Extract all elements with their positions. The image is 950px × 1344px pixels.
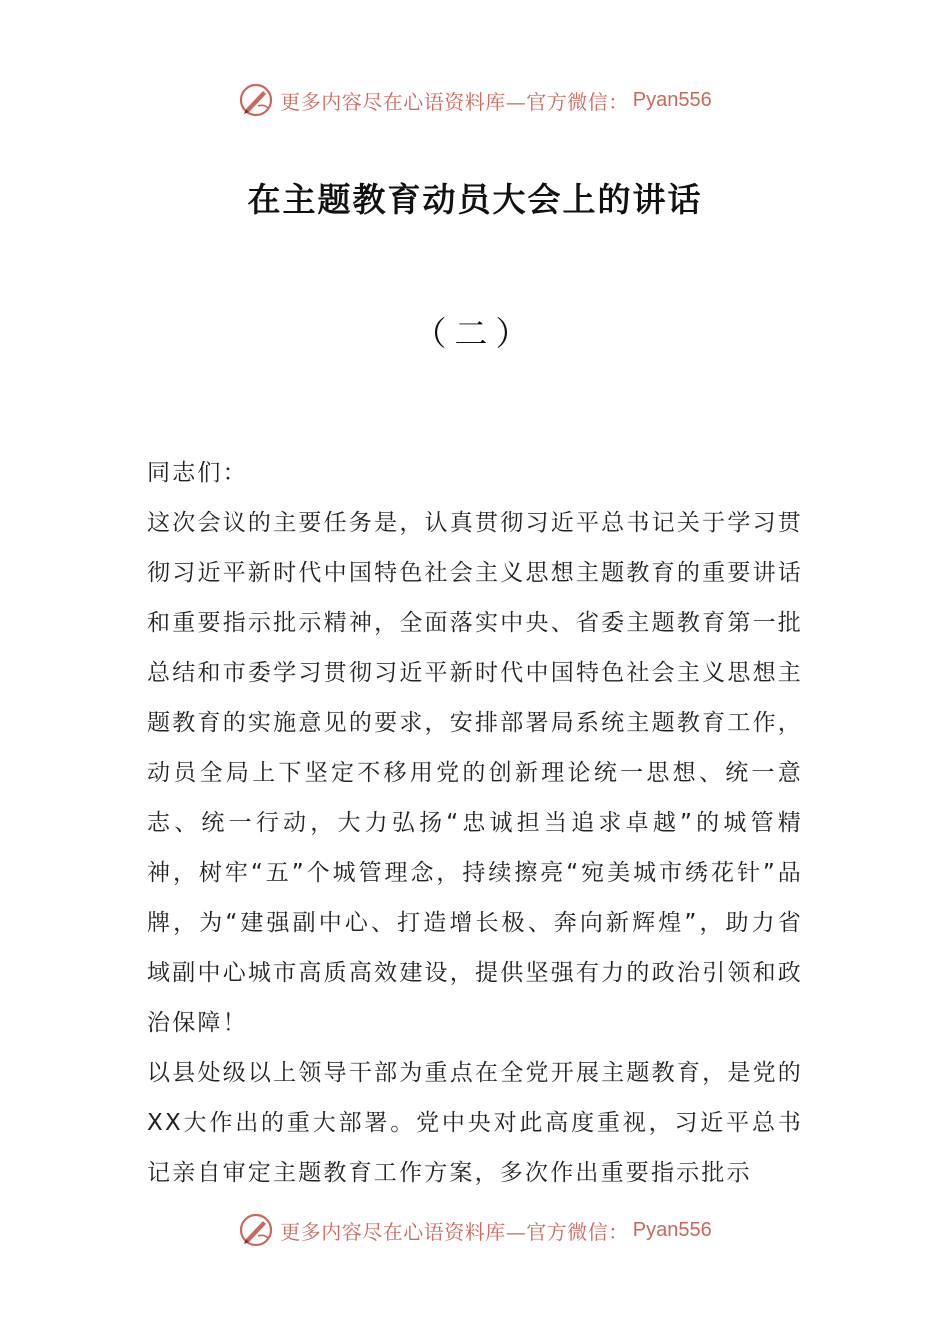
paragraph: 这次会议的主要任务是，认真贯彻习近平总书记关于学习贯彻习近平新时代中国特色社会主义思想主题教育的重要讲话和重要指示批示精神，全面落实中央、省委主题教育第一批总结和市委学习贯彻习近平新时代中国特色社会主义思想主题教育的实施意见的要求，安排部署局系统主题教育工作，动员全局上下坚定不移用党的创新理论统一思想、统一意志、统一行动，大力弘扬“忠诚担当追求卓越”的城管精神，树牢“五”个城管理念，持续擦亮“宛美城市绣花针”品牌，为“建强副中心、打造增长极、奔向新辉煌”，助力省域副中心城市高质高效建设，提供坚强有力的政治引领和政治保障！ — [147, 510, 803, 1036]
wechat-id: Pyan556 — [632, 88, 712, 111]
wechat-id: Pyan556 — [632, 1218, 712, 1241]
document-title: 在主题教育动员大会上的讲话 — [247, 180, 703, 219]
document-subtitle: （二） — [413, 314, 537, 353]
footer-banner — [0, 1208, 950, 1252]
paragraph: 以县处级以上领导干部为重点在全党开展主题教育，是党的XX大作出的重大部署。党中央对此高度重视，习近平总书记亲自审定主题教育工作方案，多次作出重要指示批示 — [147, 1060, 803, 1186]
banner-text: 更多内容尽在心语资料库—官方微信： — [280, 1219, 629, 1244]
salutation: 同志们： — [147, 460, 248, 486]
document-body — [147, 448, 803, 1198]
pen-logo-icon — [238, 82, 274, 118]
header-banner — [0, 78, 950, 122]
banner-text: 更多内容尽在心语资料库—官方微信： — [280, 89, 629, 114]
pen-logo-icon — [238, 1212, 274, 1248]
